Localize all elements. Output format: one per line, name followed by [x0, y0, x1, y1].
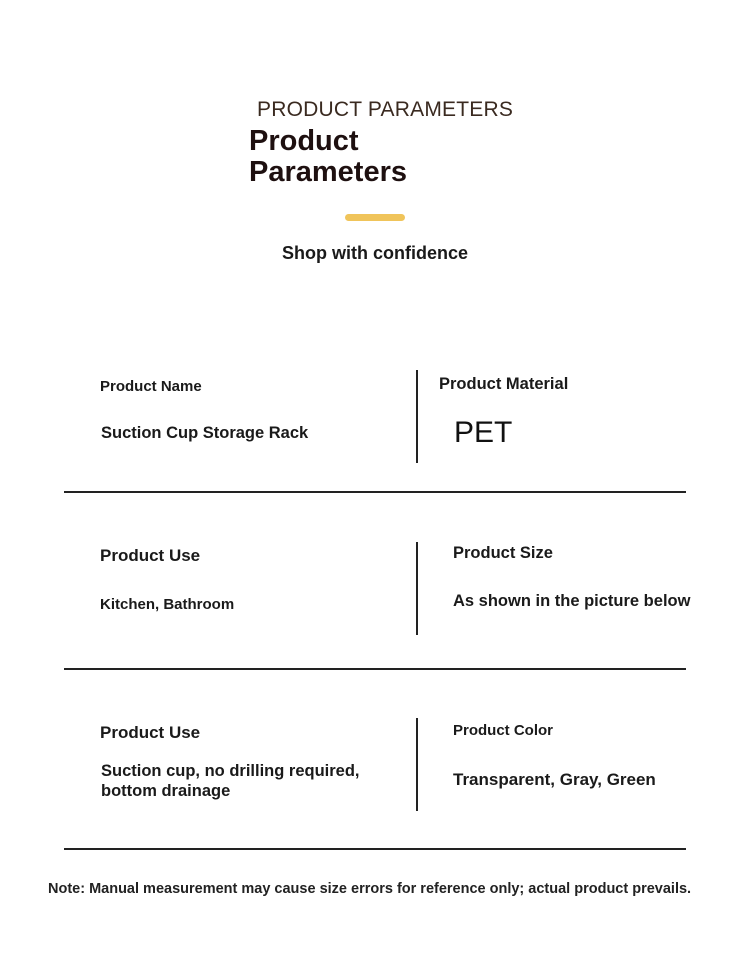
product-size-value: As shown in the picture below [453, 592, 691, 610]
product-color-label: Product Color [453, 722, 553, 739]
accent-bar [345, 214, 405, 221]
section-eyebrow: PRODUCT PARAMETERS [257, 98, 514, 121]
title-line-1: Product [249, 125, 359, 157]
product-color-value: Transparent, Gray, Green [453, 770, 656, 789]
product-material-value: PET [454, 416, 513, 449]
row-divider [64, 491, 686, 493]
product-material-label: Product Material [439, 375, 569, 393]
disclaimer-note: Note: Manual measurement may cause size errors for reference only; actual product prevails. [48, 881, 692, 897]
title-line-2: Parameters [249, 156, 407, 188]
product-size-label: Product Size [453, 544, 553, 562]
product-name-label: Product Name [100, 378, 202, 395]
row-divider [64, 668, 686, 670]
column-divider [416, 718, 418, 811]
page-title [249, 126, 509, 188]
value-line-2: bottom drainage [101, 782, 231, 800]
product-name-value: Suction Cup Storage Rack [101, 424, 309, 442]
product-use-value: Kitchen, Bathroom [100, 596, 235, 613]
product-use-label: Product Use [100, 546, 201, 565]
product-use-label-2: Product Use [100, 723, 201, 742]
product-use-value-2 [101, 761, 360, 801]
row-divider [64, 848, 686, 850]
value-line-1: Suction cup, no drilling required, [101, 762, 360, 780]
subtitle: Shop with confidence [281, 243, 468, 263]
column-divider [416, 370, 418, 463]
column-divider [416, 542, 418, 635]
